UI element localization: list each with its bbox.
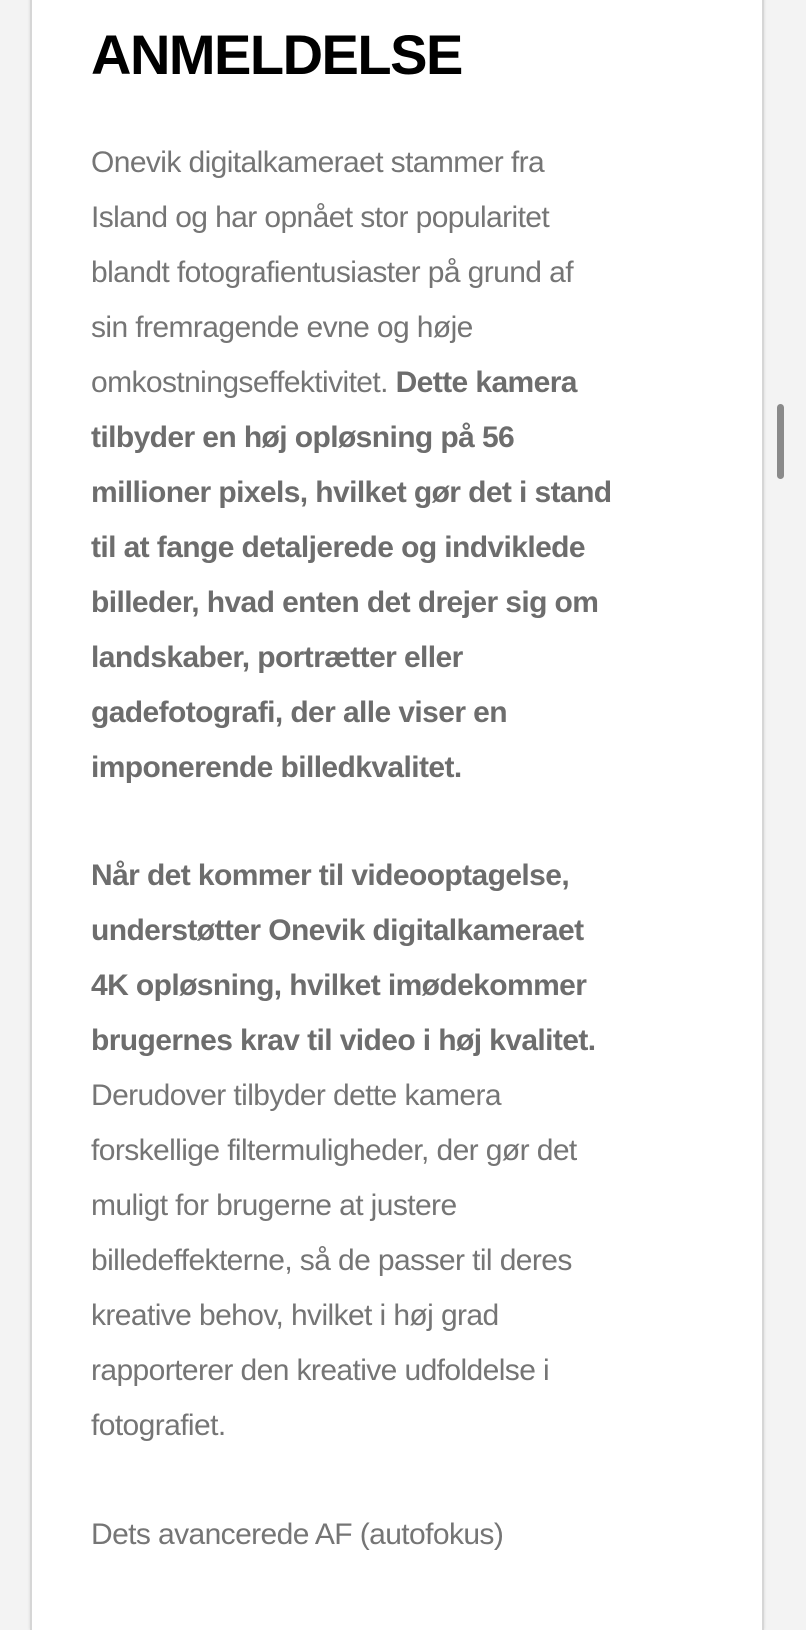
paragraph-text: Dets avancerede AF (autofokus) xyxy=(91,1518,504,1551)
review-paragraph xyxy=(91,135,751,795)
paragraph-bold-text: Dette kamera tilbyder en høj opløsning på 56 millioner pixels, hvilket gør det i stand til at fange detaljerede og indviklede billeder, hvad enten det drejer sig om landskaber, portrætter eller gadefotografi, der alle viser en imponerende billedkvalitet. xyxy=(91,366,612,784)
review-paragraph xyxy=(91,848,751,1453)
scrollbar-thumb[interactable] xyxy=(777,404,784,479)
review-paragraph xyxy=(91,1507,751,1562)
paragraph-text: Onevik digitalkameraet stammer fra Island og har opnået stor popularitet blandt fotografientusiaster på grund af sin fremragende evne og høje omkostningseffektivitet. xyxy=(91,146,573,399)
paragraph-bold-text: Når det kommer til videooptagelse, understøtter Onevik digitalkameraet 4K opløsning, hvilket imødekommer brugernes krav til video i høj kvalitet. xyxy=(91,859,596,1057)
paragraph-text: Derudover tilbyder dette kamera forskellige filtermuligheder, der gør det muligt for brugerne at justere billedeffekterne, så de passer til deres kreative behov, hvilket i høj grad rapporterer den kreative udfoldelse i fotografiet. xyxy=(91,1079,577,1442)
page-title: ANMELDELSE xyxy=(91,23,462,86)
